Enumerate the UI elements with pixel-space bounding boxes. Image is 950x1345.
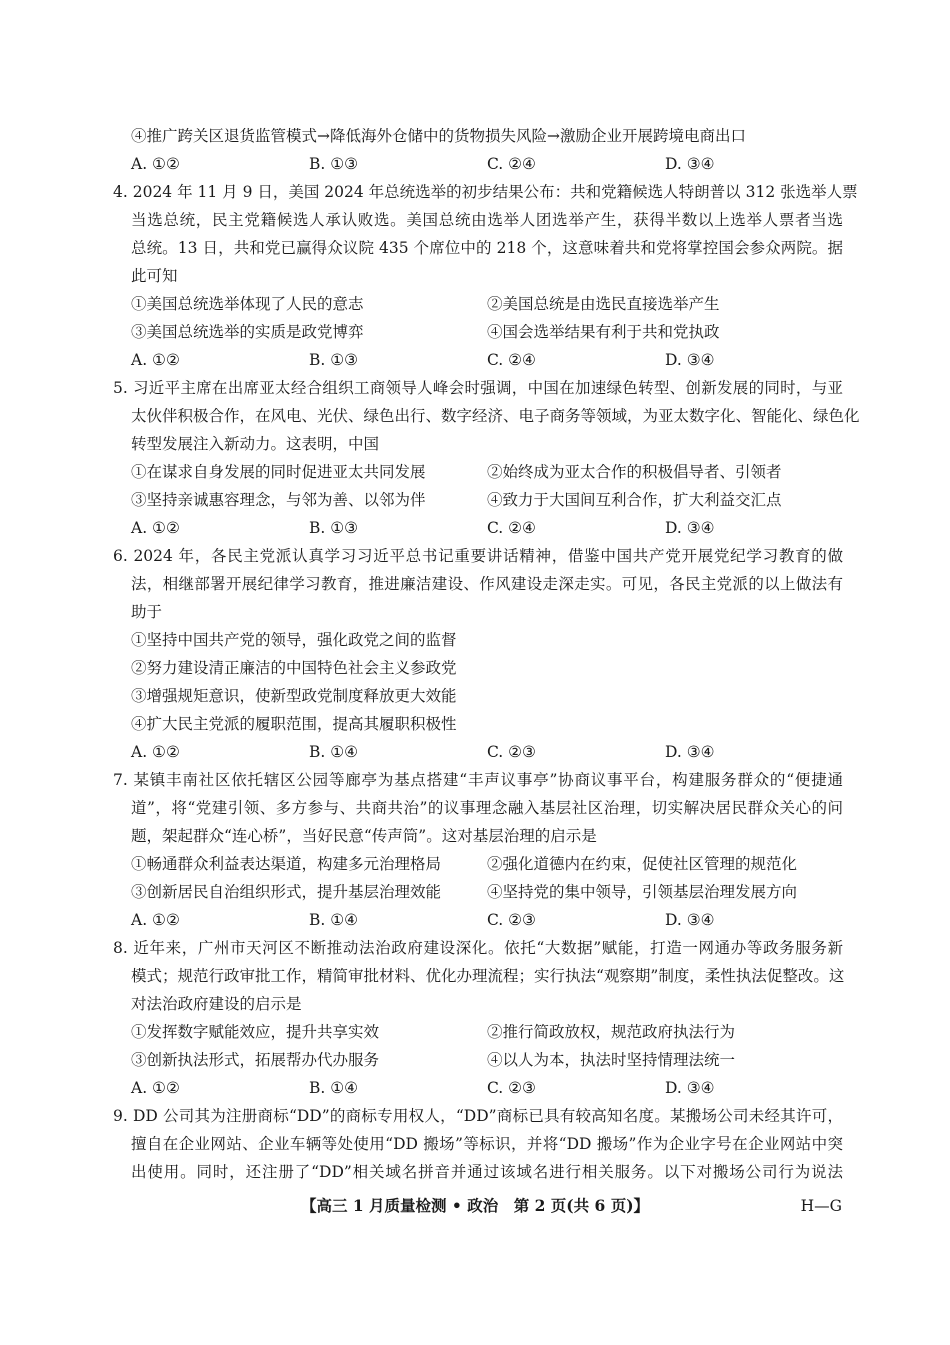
question-8 bbox=[113, 934, 843, 1102]
q6-choice-b[interactable]: B. ①④ bbox=[309, 743, 359, 761]
q4-options-row bbox=[113, 318, 843, 346]
question-6 bbox=[113, 542, 843, 766]
q8-options-row bbox=[113, 1046, 843, 1074]
q8-option-1: ①发挥数字赋能效应，提升共享实效 bbox=[131, 1023, 380, 1041]
q5-option-2: ②始终成为亚太合作的积极倡导者、引领者 bbox=[487, 463, 782, 481]
q5-options-row bbox=[113, 486, 843, 514]
q5-option-4: ④致力于大国间互利合作，扩大利益交汇点 bbox=[487, 491, 782, 509]
q3-choice-a[interactable]: A. ①② bbox=[131, 155, 180, 173]
page-footer bbox=[0, 1192, 950, 1220]
q8-options-row bbox=[113, 1018, 843, 1046]
q8-choice-a[interactable]: A. ①② bbox=[131, 1079, 180, 1097]
q9-stem-line: 9. DD 公司其为注册商标“DD”的商标专用权人，“DD”商标已具有较高知名度。某搬场公司未经其许可， bbox=[113, 1107, 843, 1125]
page-content bbox=[113, 122, 860, 1186]
q9-stem-line: 擅自在企业网站、企业车辆等处使用“DD 搬场”等标识，并将“DD 搬场”作为企业字号在企业网站中突 bbox=[131, 1135, 843, 1153]
q5-stem-line: 转型发展注入新动力。这表明，中国 bbox=[131, 435, 380, 453]
q7-choice-a[interactable]: A. ①② bbox=[131, 911, 180, 929]
q4-option-2: ②美国总统是由选民直接选举产生 bbox=[487, 295, 720, 313]
q8-option-2: ②推行简政放权，规范政府执法行为 bbox=[487, 1023, 736, 1041]
q5-option-1: ①在谋求自身发展的同时促进亚太共同发展 bbox=[131, 463, 426, 481]
q6-stem-line: 助于 bbox=[131, 603, 163, 621]
q4-stem-line: 4. 2024 年 11 月 9 日，美国 2024 年总统选举的初步结果公布：共和党籍候选人特朗普以 312 张选举人票 bbox=[113, 183, 858, 201]
q3-option-4: ④推广跨关区退货监管模式→降低海外仓储中的货物损失风险→激励企业开展跨境电商出口 bbox=[131, 127, 746, 145]
q6-choices bbox=[113, 738, 843, 766]
q9-stem-line: 出使用。同时，还注册了“DD”相关域名拼音并通过该域名进行相关服务。以下对搬场公司行为说法 bbox=[131, 1163, 843, 1181]
q8-choice-c[interactable]: C. ②③ bbox=[487, 1079, 536, 1097]
q7-options-row bbox=[113, 850, 843, 878]
q6-option-1: ①坚持中国共产党的领导，强化政党之间的监督 bbox=[131, 631, 457, 649]
q3-choice-c[interactable]: C. ②④ bbox=[487, 155, 536, 173]
q6-stem-line: 法，相继部署开展纪律学习教育，推进廉洁建设、作风建设走深走实。可见，各民主党派的以上做法有 bbox=[131, 575, 843, 593]
q4-choice-d[interactable]: D. ③④ bbox=[665, 351, 715, 369]
q7-option-2: ②强化道德内在约束，促使社区管理的规范化 bbox=[487, 855, 798, 873]
q4-option-1: ①美国总统选举体现了人民的意志 bbox=[131, 295, 364, 313]
question-7 bbox=[113, 766, 843, 934]
footer-title: 【高三 1 月质量检测 • 政治 第 2 页(共 6 页)】 bbox=[300, 1196, 650, 1215]
q5-stem-line: 5. 习近平主席在出席亚太经合组织工商领导人峰会时强调，中国在加速绿色转型、创新发展的同时，与亚 bbox=[113, 379, 843, 397]
q8-option-3: ③创新执法形式，拓展帮办代办服务 bbox=[131, 1051, 380, 1069]
q4-option-3: ③美国总统选举的实质是政党博弈 bbox=[131, 323, 364, 341]
q3-choice-b[interactable]: B. ①③ bbox=[309, 155, 359, 173]
q8-stem-line: 模式；规范行政审批工作，精简审批材料、优化办理流程；实行执法“观察期”制度，柔性执法促整改。这 bbox=[131, 967, 845, 985]
q5-choice-b[interactable]: B. ①③ bbox=[309, 519, 359, 537]
q3-choices bbox=[113, 150, 843, 178]
q7-choices bbox=[113, 906, 843, 934]
question-4 bbox=[113, 178, 858, 374]
q7-choice-d[interactable]: D. ③④ bbox=[665, 911, 715, 929]
q8-stem-line: 8. 近年来，广州市天河区不断推动法治政府建设深化。依托“大数据”赋能，打造一网通办等政务服务新 bbox=[113, 939, 843, 957]
q7-option-4: ④坚持党的集中领导，引领基层治理发展方向 bbox=[487, 883, 798, 901]
q5-choice-d[interactable]: D. ③④ bbox=[665, 519, 715, 537]
q4-stem-line: 此可知 bbox=[131, 267, 178, 285]
q4-choice-c[interactable]: C. ②④ bbox=[487, 351, 536, 369]
q7-choice-c[interactable]: C. ②③ bbox=[487, 911, 536, 929]
q7-stem-line: 题，架起群众“连心桥”，当好民意“传声筒”。这对基层治理的启示是 bbox=[131, 827, 597, 845]
question-9 bbox=[113, 1102, 843, 1186]
q4-stem-line: 当选总统，民主党籍候选人承认败选。美国总统由选举人团选举产生，获得半数以上选举人票者当选 bbox=[131, 211, 843, 229]
q7-stem-line: 7. 某镇丰南社区依托辖区公园等廊亭为基点搭建“丰声议事亭”协商议事平台，构建服务群众的“便捷通 bbox=[113, 771, 843, 789]
q8-choice-b[interactable]: B. ①④ bbox=[309, 1079, 359, 1097]
q7-option-1: ①畅通群众利益表达渠道，构建多元治理格局 bbox=[131, 855, 442, 873]
q4-choices bbox=[113, 346, 843, 374]
q7-option-3: ③创新居民自治组织形式，提升基层治理效能 bbox=[131, 883, 442, 901]
q6-stem-line: 6. 2024 年，各民主党派认真学习习近平总书记重要讲话精神，借鉴中国共产党开展党纪学习教育的做 bbox=[113, 547, 843, 565]
q8-choices bbox=[113, 1074, 843, 1102]
q6-option-3: ③增强规矩意识，使新型政党制度释放更大效能 bbox=[131, 687, 457, 705]
q6-choice-c[interactable]: C. ②③ bbox=[487, 743, 536, 761]
q4-choice-b[interactable]: B. ①③ bbox=[309, 351, 359, 369]
q7-choice-b[interactable]: B. ①④ bbox=[309, 911, 359, 929]
q5-choices bbox=[113, 514, 843, 542]
q8-option-4: ④以人为本，执法时坚持情理法统一 bbox=[487, 1051, 736, 1069]
q8-choice-d[interactable]: D. ③④ bbox=[665, 1079, 715, 1097]
q5-stem-line: 太伙伴积极合作，在风电、光伏、绿色出行、数字经济、电子商务等领域，为亚太数字化、智能化、绿色化 bbox=[131, 407, 860, 425]
q6-choice-d[interactable]: D. ③④ bbox=[665, 743, 715, 761]
q5-choice-c[interactable]: C. ②④ bbox=[487, 519, 536, 537]
q4-option-4: ④国会选举结果有利于共和党执政 bbox=[487, 323, 720, 341]
q5-options-row bbox=[113, 458, 843, 486]
q7-options-row bbox=[113, 878, 843, 906]
q5-option-3: ③坚持亲诚惠容理念，与邻为善、以邻为伴 bbox=[131, 491, 426, 509]
footer-code: H—G bbox=[800, 1197, 842, 1215]
q6-option-2: ②努力建设清正廉洁的中国特色社会主义参政党 bbox=[131, 659, 457, 677]
q6-option-4: ④扩大民主党派的履职范围，提高其履职积极性 bbox=[131, 715, 457, 733]
q8-stem-line: 对法治政府建设的启示是 bbox=[131, 995, 302, 1013]
question-5 bbox=[113, 374, 860, 542]
q3-choice-d[interactable]: D. ③④ bbox=[665, 155, 715, 173]
q4-choice-a[interactable]: A. ①② bbox=[131, 351, 180, 369]
q4-options-row bbox=[113, 290, 843, 318]
q5-choice-a[interactable]: A. ①② bbox=[131, 519, 180, 537]
q4-stem-line: 总统。13 日，共和党已赢得众议院 435 个席位中的 218 个，这意味着共和党将掌控国会参众两院。据 bbox=[131, 239, 843, 257]
q7-stem-line: 道”，将“党建引领、多方参与、共商共治”的议事理念融入基层社区治理，切实解决居民群众关心的问 bbox=[131, 799, 843, 817]
q6-choice-a[interactable]: A. ①② bbox=[131, 743, 180, 761]
